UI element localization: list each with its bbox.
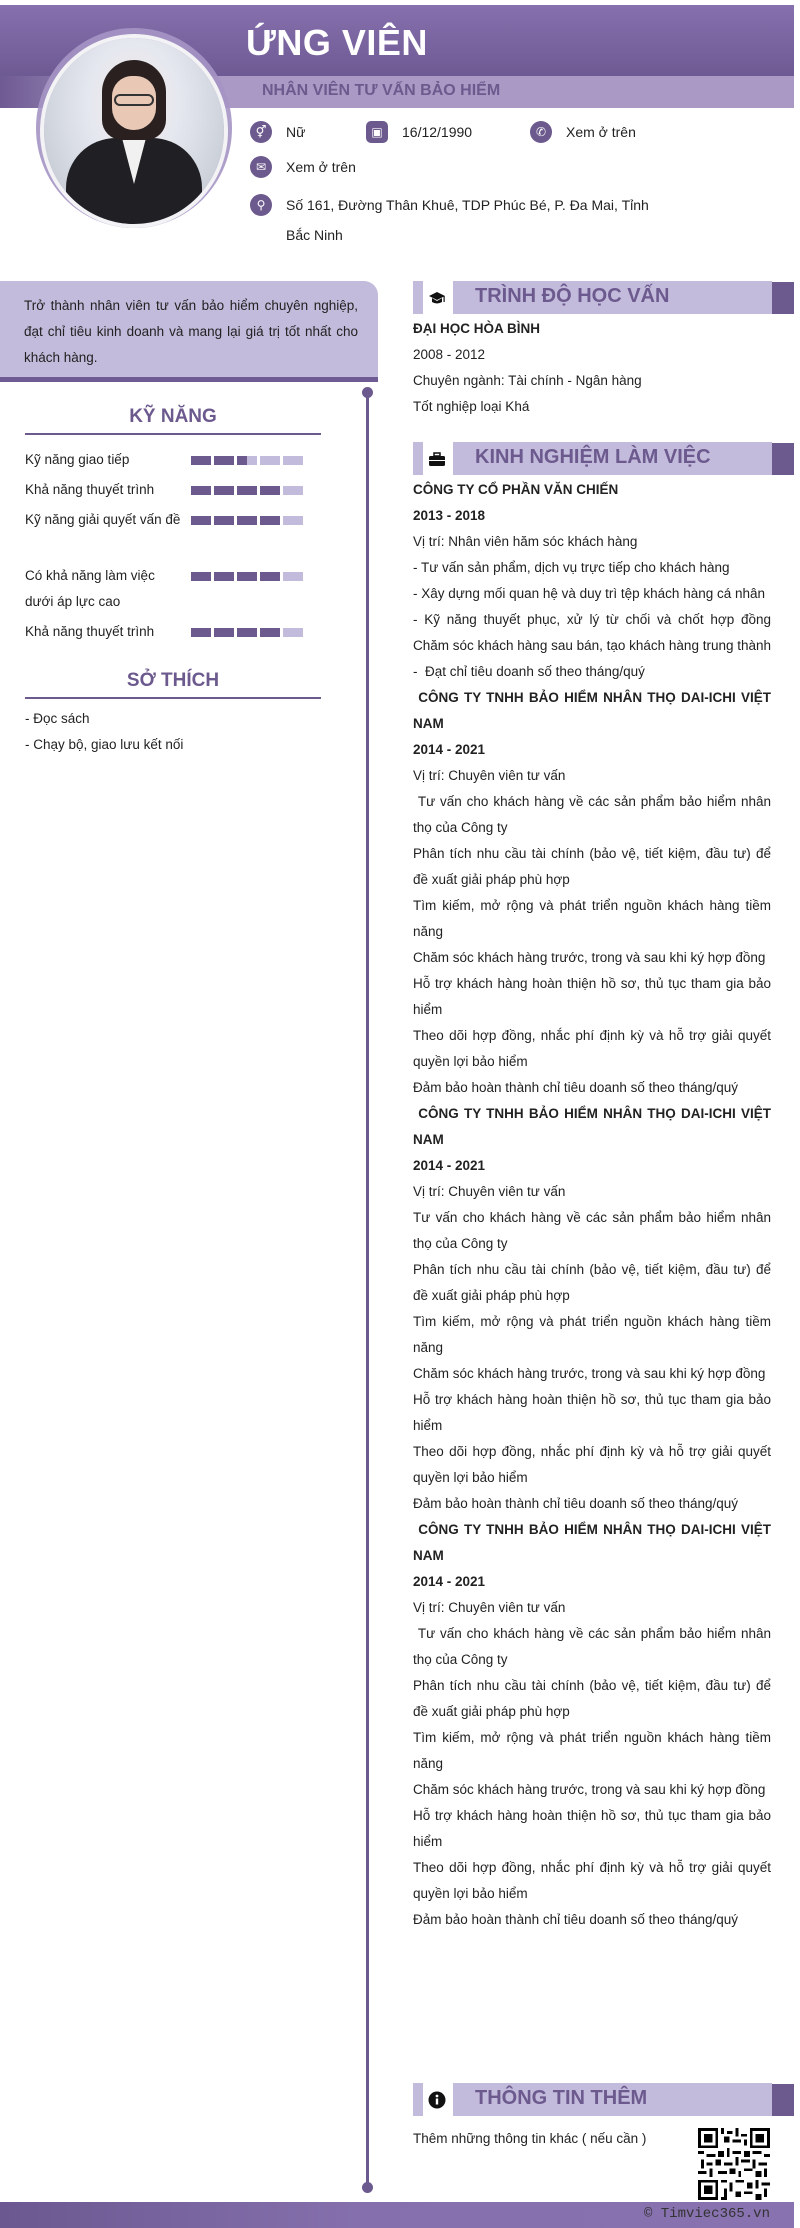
skill-level-segment [283,486,303,495]
skill-level-segment [214,456,234,465]
company-name: CÔNG TY TNHH BẢO HIỂM NHÂN THỌ DAI-ICHI VIỆT NAM [413,690,775,731]
job-detail: Đảm bảo hoàn thành chỉ tiêu doanh số theo tháng/quý [413,1080,738,1095]
skill-level-bar [191,456,303,465]
job-position: Vị trí: Chuyên viên tư vấn [413,768,566,783]
address-value: Số 161, Đường Thân Khuê, TDP Phúc Bé, P. Đa Mai, Tỉnh Bắc Ninh [286,197,649,243]
job-position: Vị trí: Chuyên viên tư vấn [413,1600,566,1615]
skill-level-segment [283,456,303,465]
job-detail: Tư vấn cho khách hàng về các sản phẩm bảo hiểm nhân thọ của Công ty [413,794,775,835]
additional-header [413,2083,794,2116]
skill-name: Khả năng thuyết trình [25,482,155,497]
job-detail: Tìm kiếm, mở rộng và phát triển nguồn khách hàng tiềm năng [413,1730,775,1771]
job-detail: - Xây dựng mối quan hệ và duy trì tệp khách hàng cá nhân [413,586,766,601]
education-major: Chuyên ngành: Tài chính - Ngân hàng [413,373,642,388]
skill-level-segment [260,572,280,581]
avatar [44,38,224,224]
hobby-item: - Chạy bộ, giao lưu kết nối [25,737,184,752]
job-detail: Chăm sóc khách hàng trước, trong và sau khi ký hợp đồng [413,950,766,965]
contact-phone [530,121,636,143]
skill-level-bar [191,516,303,525]
skills-title: KỸ NĂNG [25,406,321,435]
contact-address [250,190,670,250]
job-detail: - Kỹ năng thuyết phục, xử lý từ chối và chốt hợp đồng Chăm sóc khách hàng sau bán, tạo khách hàng trung thành [413,612,775,653]
skill-level-segment [191,572,211,581]
gender-icon: ⚥ [250,121,272,143]
education-header [413,281,794,314]
briefcase-icon [426,450,448,468]
skill-level-segment [283,516,303,525]
company-name: CÔNG TY CỔ PHẦN VĂN CHIẾN [413,482,619,497]
footer-copyright: © Timviec365.vn [643,2206,770,2222]
birthday-value: 16/12/1990 [402,124,473,140]
job-period: 2014 - 2021 [413,1158,486,1173]
job-position: Vị trí: Chuyên viên tư vấn [413,1184,566,1199]
skill-level-segment [191,628,211,637]
company-name: CÔNG TY TNHH BẢO HIỂM NHÂN THỌ DAI-ICHI VIỆT NAM [413,1522,775,1563]
skill-level-segment [260,516,280,525]
calendar-icon: ▣ [366,121,388,143]
skill-level-segment [214,486,234,495]
job-detail: Theo dõi hợp đồng, nhắc phí định kỳ và hỗ trợ giải quyết quyền lợi bảo hiểm [413,1028,775,1069]
job-detail: Chăm sóc khách hàng trước, trong và sau khi ký hợp đồng [413,1366,766,1381]
gender-value: Nữ [286,124,306,140]
job-detail: Theo dõi hợp đồng, nhắc phí định kỳ và hỗ trợ giải quyết quyền lợi bảo hiểm [413,1444,775,1485]
job-period: 2014 - 2021 [413,742,486,757]
skill-name: Kỹ năng giao tiếp [25,452,130,467]
job-detail: Đảm bảo hoàn thành chỉ tiêu doanh số theo tháng/quý [413,1912,738,1927]
job-detail: - Tư vấn sản phẩm, dịch vụ trực tiếp cho khách hàng [413,560,730,575]
experience-header [413,442,794,475]
skill-level-segment [237,628,257,637]
skill-name: Kỹ năng giải quyết vấn đề [25,512,181,527]
skill-level-segment [260,456,280,465]
skill-level-bar [191,572,303,581]
qr-code [698,2128,770,2200]
experience-item [413,477,775,685]
education-title: TRÌNH ĐỘ HỌC VẤN [475,285,670,307]
education-result: Tốt nghiệp loại Khá [413,399,530,414]
experience-title: KINH NGHIỆM LÀM VIỆC [475,446,711,468]
additional-text: Thêm những thông tin khác ( nếu cần ) [413,2131,647,2146]
skill-level-segment [191,456,211,465]
job-detail: Phân tích nhu cầu tài chính (bảo vệ, tiết kiệm, đầu tư) để đề xuất giải pháp phù hợp [413,1262,775,1303]
career-objective: Trở thành nhân viên tư vấn bảo hiểm chuyên nghiệp, đạt chỉ tiêu kinh doanh và mang lại giá trị tốt nhất cho khách hàng. [0,281,378,377]
contact-email [250,156,356,178]
skill-level-bar [191,486,303,495]
job-detail: Theo dõi hợp đồng, nhắc phí định kỳ và hỗ trợ giải quyết quyền lợi bảo hiểm [413,1860,775,1901]
experience-item [413,1101,775,1517]
job-detail: Chăm sóc khách hàng trước, trong và sau khi ký hợp đồng [413,1782,766,1797]
job-period: 2013 - 2018 [413,508,486,523]
job-detail: Tìm kiếm, mở rộng và phát triển nguồn khách hàng tiềm năng [413,1314,775,1355]
info-icon [426,2091,448,2109]
education-block [413,316,771,420]
skill-level-segment [237,516,257,525]
skill-level-segment [191,516,211,525]
education-period: 2008 - 2012 [413,347,486,362]
additional-title: THÔNG TIN THÊM [475,2087,648,2109]
skill-level-segment [191,486,211,495]
job-detail: Hỗ trợ khách hàng hoàn thiện hồ sơ, thủ tục tham gia bảo hiểm [413,1392,775,1433]
job-detail: Hỗ trợ khách hàng hoàn thiện hồ sơ, thủ tục tham gia bảo hiểm [413,976,775,1017]
graduation-cap-icon [426,289,448,307]
skill-level-segment [237,572,257,581]
job-detail: Tư vấn cho khách hàng về các sản phẩm bảo hiểm nhân thọ của Công ty [413,1626,775,1667]
job-detail: Tư vấn cho khách hàng về các sản phẩm bảo hiểm nhân thọ của Công ty [413,1210,775,1251]
company-name: CÔNG TY TNHH BẢO HIỂM NHÂN THỌ DAI-ICHI VIỆT NAM [413,1106,775,1147]
skill-level-segment [283,628,303,637]
phone-icon: ✆ [530,121,552,143]
skill-name: Khả năng thuyết trình [25,624,155,639]
experience-item [413,685,775,1101]
experience-item [413,1517,775,1933]
skill-level-segment [214,516,234,525]
job-detail: - Đạt chỉ tiêu doanh số theo tháng/quý [413,664,645,679]
candidate-name: ỨNG VIÊN [246,22,428,63]
skill-level-segment [237,456,257,465]
skill-level-segment [214,572,234,581]
experience-list [413,477,775,1933]
footer-bar [0,2202,794,2228]
job-period: 2014 - 2021 [413,1574,486,1589]
skill-level-segment [260,628,280,637]
email-value: Xem ở trên [286,159,356,175]
job-detail: Tìm kiếm, mở rộng và phát triển nguồn khách hàng tiềm năng [413,898,775,939]
skill-level-segment [260,486,280,495]
job-detail: Đảm bảo hoàn thành chỉ tiêu doanh số theo tháng/quý [413,1496,738,1511]
skill-level-segment [283,572,303,581]
skill-level-segment [214,628,234,637]
job-position: Vị trí: Nhân viên hăm sóc khách hàng [413,534,638,549]
hobby-item: - Đọc sách [25,711,90,726]
school-name: ĐẠI HỌC HÒA BÌNH [413,321,540,336]
skill-level-segment [237,486,257,495]
skill-name: Có khả năng làm việc dưới áp lực cao [25,568,155,609]
job-detail: Phân tích nhu cầu tài chính (bảo vệ, tiết kiệm, đầu tư) để đề xuất giải pháp phù hợp [413,1678,775,1719]
hobbies-title: SỞ THÍCH [25,670,321,699]
job-title: NHÂN VIÊN TƯ VẤN BẢO HIỂM [262,82,501,99]
mail-icon: ✉ [250,156,272,178]
job-detail: Hỗ trợ khách hàng hoàn thiện hồ sơ, thủ tục tham gia bảo hiểm [413,1808,775,1849]
skill-level-bar [191,628,303,637]
timeline-line [366,394,369,2186]
job-detail: Phân tích nhu cầu tài chính (bảo vệ, tiết kiệm, đầu tư) để đề xuất giải pháp phù hợp [413,846,775,887]
contact-gender [250,121,305,143]
phone-value: Xem ở trên [566,124,636,140]
location-icon: ⚲ [250,194,272,216]
timeline-dot-bottom [362,2182,373,2193]
contact-birthday [366,121,472,143]
